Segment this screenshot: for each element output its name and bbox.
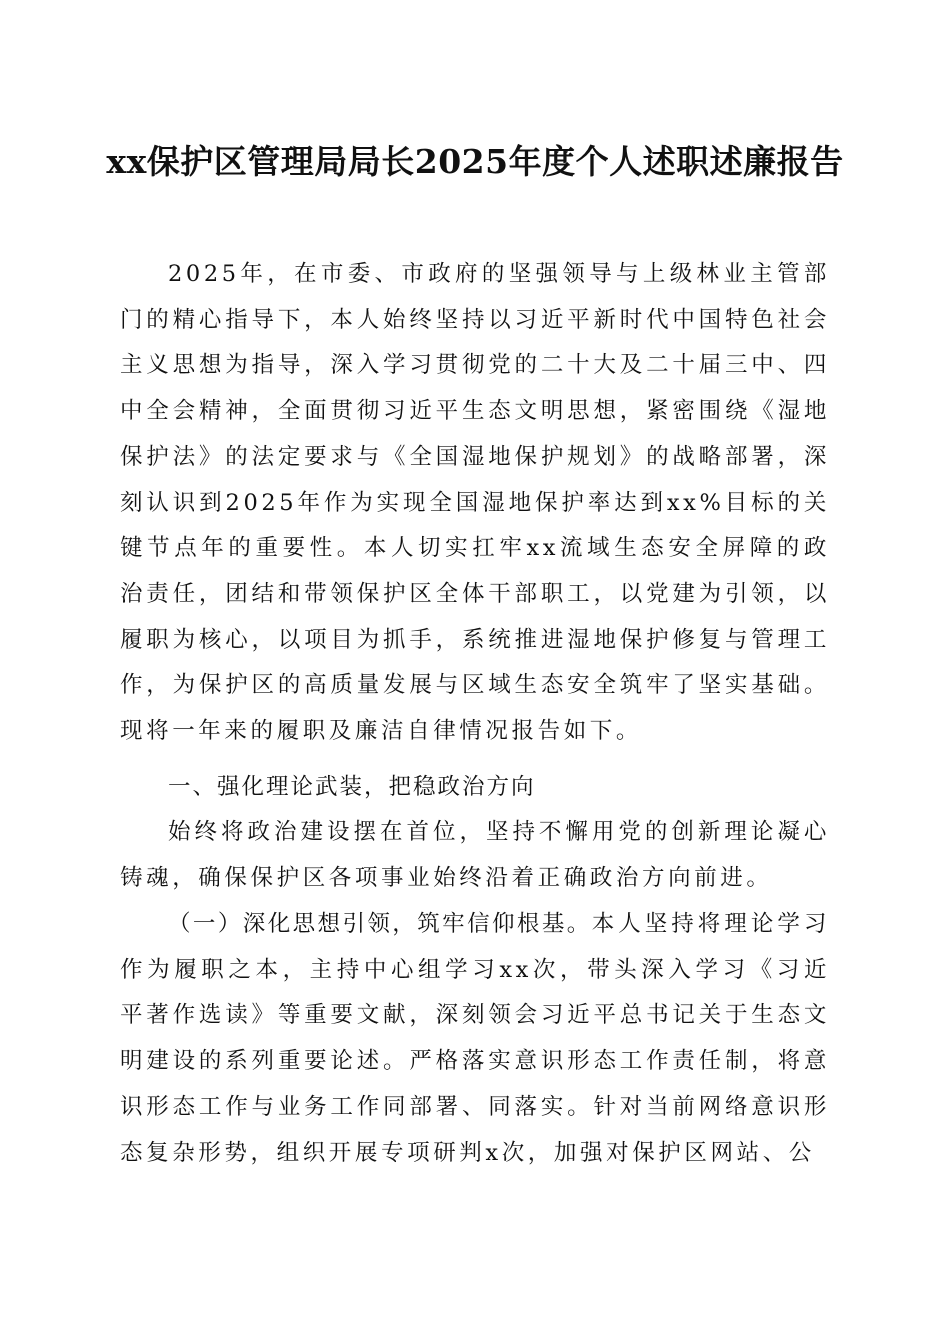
subsection-1-paragraph [120, 902, 830, 1176]
subsection-1-body: 本人坚持将理论学习作为履职之本，主持中心组学习xx次，带头深入学习《习近平著作选读》等重要文献，深刻领会习近平总书记关于生态文明建设的系列重要论述。严格落实意识形态工作责任制，将意识形态工作与业务工作同部署、同落实。针对当前网络意识形态复杂形势，组织开展专项研判x次，加强对保护区网站、公 [120, 911, 830, 1166]
document-title: xx保护区管理局局长2025年度个人述职述廉报告 [106, 142, 844, 181]
subsection-1-heading: （一）深化思想引领，筑牢信仰根基。 [168, 911, 592, 937]
section-1-heading: 一、强化理论武装，把稳政治方向 [168, 774, 536, 800]
section-1-intro-paragraph: 始终将政治建设摆在首位，坚持不懈用党的创新理论凝心铸魂，确保保护区各项事业始终沿着正确政治方向前进。 [120, 819, 830, 891]
intro-paragraph: 2025年，在市委、市政府的坚强领导与上级林业主管部门的精心指导下，本人始终坚持以习近平新时代中国特色社会主义思想为指导，深入学习贯彻党的二十大及二十届三中、四中全会精神，全面贯彻习近平生态文明思想，紧密围绕《湿地保护法》的法定要求与《全国湿地保护规划》的战略部署，深刻认识到2025年作为实现全国湿地保护率达到xx%目标的关键节点年的重要性。本人切实扛牢xx流域生态安全屏障的政治责任，团结和带领保护区全体干部职工，以党建为引领，以履职为核心，以项目为抓手，系统推进湿地保护修复与管理工作，为保护区的高质量发展与区域生态安全筑牢了坚实基础。现将一年来的履职及廉洁自律情况报告如下。 [120, 261, 830, 745]
